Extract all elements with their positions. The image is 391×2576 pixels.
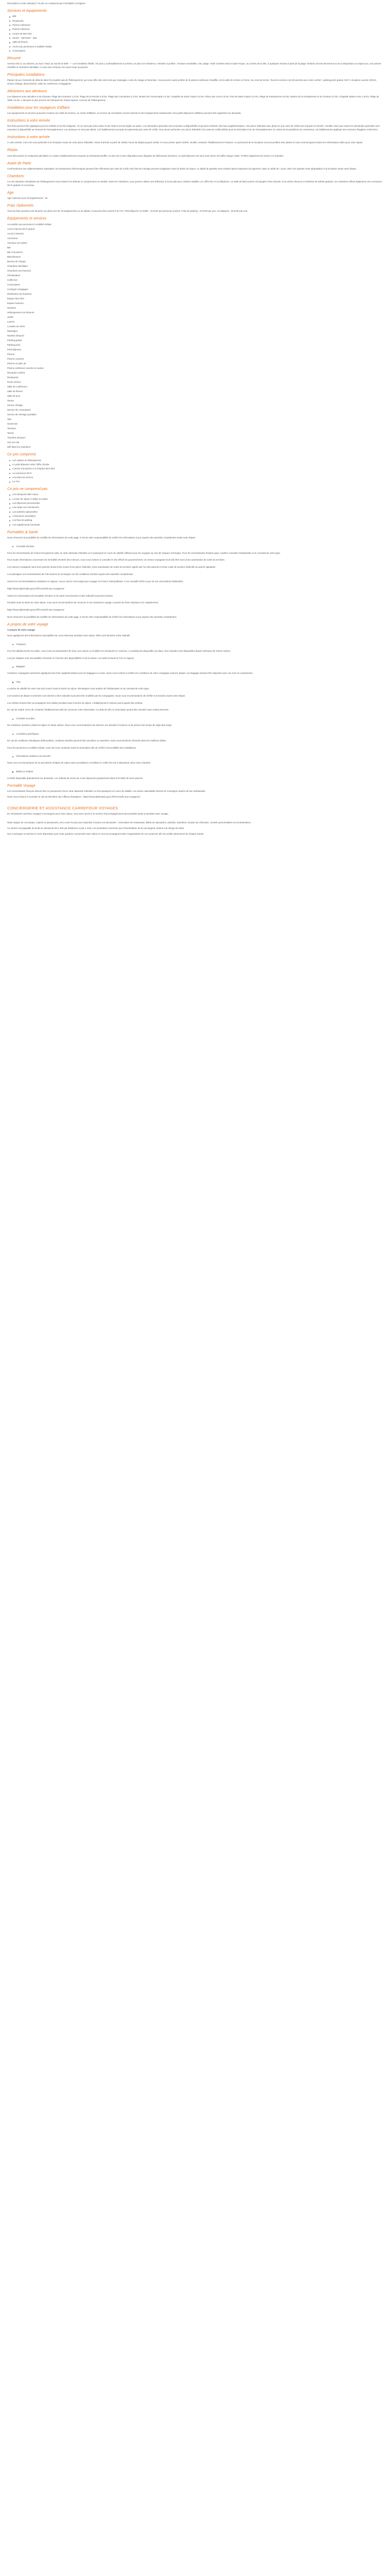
rooms-heading: Chambres	[7, 174, 24, 178]
equipment-item: Distributeur de boissons	[7, 292, 32, 295]
equipment-item: Blanchisserie	[7, 255, 21, 258]
arrival-instructions-heading: Instructions à votre Arrivée	[7, 119, 50, 123]
concierge-text-2: Notre équipe de concierges, experts et passionnés, est à votre écoute pour répondre à toutes vos demandes : réservation de restaurants, billets de spectacles, activités, transferts, location de véhicules, conseils personnalisés sur la destination...	[7, 821, 252, 824]
about-trip-text-3: Les horaires de départ et d'arrivée sont donnés à titre indicatif et peuvent être modifiés par les compagnies. Nous vous recommandons de vérifier vos horaires avant votre départ.	[7, 694, 186, 697]
bullet-dot	[12, 682, 13, 683]
formalities-intro: Nous réservons la possibilité de modifier les informations de cette page. Il est de votre responsabilité de vérifier les informations à jour auprès des autorités compétentes avant votre départ.	[7, 536, 196, 539]
before-leaving-heading: Avant de Partir	[7, 161, 31, 165]
formalities-text-1: Pour les ressortissants de l'Union Européenne (UE), la carte nationale d'identité ou le passeport en cours de validité suffisent pour les voyages au sein de l'espace Schengen. Pour les ressortissants d'autres pays, veuillez consulter l'ambassade ou le consulat de votre pays.	[7, 551, 281, 554]
travel-formality-heading: Formalité Voyage	[7, 784, 36, 788]
bullet-dot	[12, 756, 13, 757]
equipment-item: Salle de conférence	[7, 385, 27, 388]
formalities-text-7: Toutes les informations de formalités d'entrée et de santé sont données à titre indicatif et peuvent évoluer.	[7, 594, 113, 597]
about-trip-text-5: En cas de retard, merci de contacter l'établissement afin de conserver votre réservation. Au-delà de 24h, la réservation pourra être annulée sans remboursement.	[7, 708, 169, 711]
service-item: Accès aux personnes à mobilité réduite	[12, 45, 384, 49]
conditions-text: En cas de conditions climatiques défavorables, certaines activités peuvent être annulées ou reportées. Nous vous tiendrons informés dans les meilleurs délais.	[7, 739, 167, 742]
service-item: Piscine intérieure	[12, 28, 384, 31]
equipment-item: Vue sur mer	[7, 441, 20, 444]
formalities-link-2[interactable]: https://www.diplomatie.gouv.fr/fr/conseils-aux-voyageurs/	[7, 608, 64, 612]
included-item: Le petit-déjeuner selon l'offre choisie	[12, 463, 384, 467]
bullet-dot	[12, 667, 13, 668]
equipment-item: Hébergement non-fumeurs	[7, 311, 35, 314]
service-item: Centre de bien-être	[12, 32, 384, 36]
rooms-text: Les 29 chambres climatisées de l'hébergement vous invitent à la détente et comprennent un minibar. Dans les chambres, vous pourrez utiliser une télévision à écran plat avec chaînes satellite, un coffre-fort et un téléphone. La salle de bains privée est équipée d'une douche, d'un sèche-cheveux et d'articles de toilette gratuits. Les chambres offrent également une connexion Wi-Fi gratuite et un bureau.	[7, 180, 382, 187]
excluded-item: Les suppléments éventuels	[12, 523, 384, 527]
excluded-item: Les dépenses personnelles	[12, 502, 384, 505]
page	[0, 0, 391, 836]
excluded-item: La taxe de séjour à régler sur place	[12, 498, 384, 501]
formalities-text-5: Suivez les recommandations sanitaires en vigueur. Aucun vaccin n'est exigé pour voyager en France métropolitaine. Il est conseillé d'être à jour de ses vaccinations habituelles.	[7, 580, 184, 583]
equipment-item: Sauna	[7, 399, 14, 402]
about-trip-heading: A propos de votre voyage	[7, 622, 48, 626]
equipment-item: Parking privé	[7, 344, 21, 347]
excluded-item: L'assurance annulation	[12, 515, 384, 518]
conditions-text-2: Pour les personnes à mobilité réduite, merci de nous contacter avant la réservation afin de vérifier l'accessibilité des installations.	[7, 746, 137, 749]
equipment-item: Coffre-fort	[7, 278, 18, 281]
included-item: Les nuitées en hébergement	[12, 459, 384, 463]
equipment-heading: Equipements et services	[7, 217, 47, 221]
optional-fees-heading: Frais Optionnels	[7, 204, 34, 208]
travel-formality-text-2: Nous vous invitons à consulter le site du Ministère des Affaires étrangères : https://www.diplomatie.gouv.fr/fr/conseils-aux-voyageurs/	[7, 795, 140, 798]
included-item: La TVA	[12, 480, 384, 484]
attractions-text: Les distances sont calculées à vol d'oiseau. Plage des Graniers 1,2 km, Plage de la Ponche 0,6 km, Plage des Canoubiers 2,3 km, Musée de l'Annonciade 0,4 km, Citadelle de Saint-Tropez 0,5 km, Place des Lices 0,3 km, Port de Saint-Tropez 0,4 km, Plage de Pampelonne 5,5 km, Musée de la Gendarmerie et du Cinéma 0,2 km, Chapelle Sainte-Anne 1,8 km, Plage de Tahiti 4,8 km. L'aéroport le plus proche est l'aéroport de Toulon-Hyères, à 54 km de l'hébergement.	[7, 95, 379, 101]
bullet-dot	[12, 546, 13, 547]
service-item: Salle de fitness	[12, 41, 384, 44]
services-list	[7, 15, 384, 53]
driving-label: Conduite sur place	[16, 717, 35, 720]
equipment-item: Accès à Internet	[7, 232, 24, 235]
equipment-item: Piscine en plein air	[7, 362, 26, 365]
formalities-text-10: Nous réservons la possibilité de modifier les informations de cette page. Il est de votre responsabilité de vérifier les informations à jour auprès des autorités compétentes.	[7, 616, 177, 619]
about-trip-subheading: A propos de votre voyage	[7, 629, 35, 632]
transport-bullet	[12, 643, 384, 647]
equipment-item: Bureau de change	[7, 260, 26, 263]
equipment-item: Service de conciergerie	[7, 409, 31, 412]
price-excludes-heading: Ce prix ne comprend pas	[7, 487, 48, 492]
equipment-item: Wifi dans les chambres	[7, 446, 31, 449]
visa-text: La durée de validité de votre visa doit couvrir toute la durée du séjour. Renseignez-vous auprès de l'ambassade ou du consulat de votre pays.	[7, 687, 150, 690]
service-item: Restaurant	[12, 20, 384, 23]
equipment-item: Laverie	[7, 320, 15, 323]
bullet-dot	[12, 644, 13, 645]
equipment-item: Bar à la piscine	[7, 250, 23, 253]
formalities-heading: Formalités & Santé	[7, 530, 38, 534]
equipment-item: Accessible aux personnes à mobilité réduite	[7, 223, 52, 226]
included-item: La connexion Wi-Fi	[12, 472, 384, 476]
driving-text: De nombreux touristes visitent la région en haute saison. Nous vous recommandons de réserver vos activités à l'avance et de prévoir des temps de trajet plus longs.	[7, 724, 172, 727]
equipment-item: Transfert aéroport	[7, 436, 25, 439]
before-leaving-text: Conformément aux réglementations nationales, les transactions électroniques peuvent être effectuées par carte de crédit. Des frais de ménage peuvent s'appliquer selon la durée du séjour. Le dépôt de garantie sera restitué après inspection du logement, dans un délai de 7 jours. Merci de signaler toute dégradation à la réception avant votre départ.	[7, 167, 357, 170]
equipment-item: Restaurant	[7, 376, 19, 379]
age-text: Age minimum pour l'enregistrement : 18	[7, 197, 47, 200]
principales-heading: Principales installations	[7, 73, 45, 77]
equipment-item: Réception 24h/24	[7, 371, 25, 375]
equipment-item: Espace bien-être	[7, 297, 25, 300]
meals-text: Vous découvrirez le restaurant spécialisé en cuisine méditerranéenne proposé au Restaurant Buffet. Un bar est à votre disposition pour déguster de délicieuses boissons. Le petit-déjeuner est servi sous forme de buffet chaque matin. Profitez également du service en chambre.	[7, 154, 284, 157]
equipment-item: Terrasse	[7, 427, 16, 430]
luggage-bullet	[12, 665, 384, 669]
resume-text: Amenez-les ici, au clément, au Sud / Nord, au sud de la belle — Les formalités d'hôtel. On peut y confortablement le présent, en plus à le résidence, n'hésitez à profiter : terrasse ensoleillée, mer, plage. Hôtel 3 étoiles situé à Saint-Tropez, au Centre de la ville, à quelques minutes à pied de la plage. Enfants sont les bienvenus et ont à disposition un espace jeu, une piscine chauffée et chambres familiales. Le bar avec terrasse est ouvert toute la journée.	[7, 62, 381, 69]
equipment-item: Service de ménage quotidien	[7, 413, 37, 416]
about-trip-text-1: Nous appliquons des informations susceptibles de vous intéresser pendant votre séjour. Elles sont données à titre indicatif.	[7, 634, 131, 637]
business-heading: Installation pour les voyageurs d'affaire	[7, 106, 70, 110]
equipment-item: Piscine extérieure ouverte en saison	[7, 367, 44, 370]
babies-bullet	[12, 770, 384, 774]
formalities-text-8: Pendant toute la durée de votre séjour, nous vous recommandons de souscrire à une assurance voyage couvrant les frais médicaux et le rapatriement.	[7, 601, 159, 604]
equipment-list	[7, 223, 384, 450]
equipment-item: Petit-déjeuner	[7, 348, 22, 351]
special-instructions-heading: Instructions à votre arrivée	[7, 135, 50, 140]
concierge-text-3: Ce service est joignable du lundi au samedi de 9h à 20h par téléphone et par e-mail. Les prestations réservées par l'intermédiaire de la conciergerie restent à la charge du client.	[7, 827, 185, 829]
equipment-item: Bar	[7, 246, 11, 249]
equipment-item: Salle de jeux	[7, 395, 21, 398]
service-item: Piscine extérieure	[12, 24, 384, 27]
equipment-item: Salle de fitness	[7, 390, 23, 393]
luggage-text: Certaines compagnies aériennes appliquent des frais supplémentaires pour les bagages en soute. Nous vous invitons à vérifier les conditions de votre compagnie avant le départ. Les bagages doivent être étiquetés avec vos nom et coordonnées.	[7, 672, 253, 675]
arrival-instructions-text: Des frais peuvent être appliqués pour les enfants et les lits d'appoint ; ils ne sont pas inclus dans le prix total et seront réglés sur place. Les demandes spéciales sont soumises à disponibilité et peuvent entraîner des frais supplémentaires. Une pièce d'identité avec photo et une carte de crédit sont requises à l'arrivée. Veuillez noter que toutes les demandes spéciales sont soumises à disponibilité au moment de l'enregistrement. Les animaux ne sont pas admis. Cet établissement accepte les paiements par carte de crédit. Vous devez présenter une pièce d'identité et la carte de crédit utilisée pour la réservation lors de l'enregistrement. En raison de la pandémie de coronavirus, cet établissement applique des mesures d'hygiène renforcées.	[7, 125, 380, 131]
babies-text: Lit bébé disponible gratuitement sur demande. Les enfants de moins de 2 ans séjournent gratuitement dans le lit bébé de leurs parents.	[7, 776, 143, 779]
intro-text: Description à cette rubrique] / Ce prix ne comprend pas Formalités Consignes	[7, 2, 86, 5]
equipment-item: Piscine	[7, 353, 15, 356]
equipment-item: Accès Internet Wi-Fi gratuit	[7, 227, 35, 230]
price-includes-list	[7, 459, 384, 484]
equipment-item: Tennis	[7, 432, 14, 435]
service-item: Conciergerie	[12, 49, 384, 53]
age-heading: Age	[7, 191, 14, 195]
excluded-item: Les activités optionnelles	[12, 511, 384, 514]
business-text: Les équipements et services proposés incluent une salle de réunion, un centre d'affaires, un service de secrétariat, l'accès Internet et des équipements audiovisuels. Des petits-déjeuners d'affaires peuvent être organisés sur demande.	[7, 112, 242, 115]
included-item: L'accès à la piscine et à l'espace bien-être	[12, 467, 384, 471]
equipment-item: Ascenseur	[7, 236, 18, 240]
bullet-dot	[12, 734, 13, 735]
optional-fees-text: Tous les frais suivants sont facturés sur place lors de l'enregistrement ou du départ, et peuvent être soumis à la TVA. Petit-déjeuner en buffet : 15 EUR par personne environ. Frais de parking : 10 EUR par jour. Lit d'appoint : 25 EUR par nuit.	[7, 210, 248, 213]
excluded-item: Les frais de parking	[12, 519, 384, 522]
babies-label: Bébés et enfants	[16, 770, 34, 773]
conditions-bullet	[12, 733, 384, 736]
equipment-item: Espace fumeurs	[7, 301, 24, 304]
equipment-item: Climatisation	[7, 274, 21, 277]
concierge-text-4: Nos concierges se tiennent à votre disposition pour toute question concernant votre séjour et vous accompagnent dans l'organisation de vos vacances afin de profiter pleinement de chaque instant.	[7, 832, 204, 835]
bullet-dot	[12, 719, 13, 720]
luggage-label: Bagages	[16, 665, 25, 668]
included-item: Les taxes de service	[12, 476, 384, 480]
bullet-dot	[12, 771, 13, 772]
principales-text: Passez de pur moments de détente dans l'incroyable spa de l'hébergement, qui vous offre des soins tels que massages, soins du visage et hammam. Vous pourrez aussi profiter de la piscine extérieure chauffée, de la salle de remise en forme, du court de tennis. Tous les services ont été pensés pour votre confort : parking privé gratuit, Wi-Fi, réception ouverte 24h/24, service d'étage, blanchisserie, salle de conférence et bagagerie.	[7, 79, 377, 85]
formalities-text-4: Les passagers non-ressortissants de l'UE doivent se renseigner sur les conditions d'entrée auprès des autorités compétentes.	[7, 573, 134, 576]
safety-text: Nous vous recommandons de ne pas laisser d'objets de valeur sans surveillance et d'utiliser le coffre-fort mis à disposition dans votre chambre.	[7, 761, 151, 765]
equipment-item: Massages	[7, 329, 18, 332]
concierge-text-1: En choisissant Carrefour Voyages Conciergerie pour votre séjour, vous avez accès à un service d'accompagnement personnalisé avant et pendant votre voyage.	[7, 812, 169, 816]
safety-label: Informations relatives à la sécurité	[16, 755, 51, 758]
equipment-item: Chambres familiales	[7, 264, 28, 267]
equipment-item: Snack-bar	[7, 422, 18, 426]
service-item: Wifi	[12, 15, 384, 19]
equipment-item: Service d'étage	[7, 404, 23, 407]
excluded-item: Les repas non mentionnés	[12, 506, 384, 510]
equipment-item: Jardin	[7, 315, 13, 318]
transport-label: Transport	[16, 642, 26, 646]
equipment-item: Conciergerie	[7, 283, 20, 286]
meals-heading: Repas	[7, 148, 18, 152]
attractions-heading: Attractions aux alentours	[7, 89, 47, 93]
formalities-text-3: Les mineurs voyageant sans leurs parents doivent être munis d'une pièce d'identité, d'une autorisation de sortie du territoire signée par l'un des parents et d'une copie de la pièce d'identité du parent signataire.	[7, 566, 216, 569]
equipment-item: Room service	[7, 381, 21, 384]
service-item: Sauna - Hammam - Spa	[12, 37, 384, 40]
driving-bullet	[12, 717, 384, 721]
entry-formality-bullet	[12, 545, 384, 549]
equipment-item: Piscine couverte	[7, 358, 24, 361]
formalities-link-1[interactable]: https://www.diplomatie.gouv.fr/fr/conseils-aux-voyageurs/	[7, 587, 64, 590]
visa-label: Visa	[16, 681, 21, 684]
equipment-item: Animaux non admis	[7, 241, 27, 244]
about-trip-text-2: Les prix indiqués sont susceptibles d'évoluer en fonction des disponibilités et de la saison. Les tarifs incluent la TVA en vigueur.	[7, 656, 135, 659]
equipment-item: Consigne à bagages	[7, 287, 28, 291]
excluded-item: Les transports aller-retour	[12, 493, 384, 497]
about-trip-text-4: Les enfants doivent être accompagnés d'un adulte pendant toute la durée du séjour. L'établissement n'assure pas la garde des enfants.	[7, 701, 143, 704]
equipment-item: Location de vélos	[7, 325, 25, 328]
conditions-label: Conditions spécifiques	[16, 732, 39, 735]
safety-bullet	[12, 755, 384, 758]
transport-text: Pour les déplacements sur place, nous vous recommandons de louer une voiture ou d'utiliser les transports en commun. Le parking est disponible sur place. Des navettes sont disponibles depuis l'aéroport de Toulon-Hyères.	[7, 649, 231, 652]
entry-formality-label: Formalité d'entrée	[16, 545, 35, 548]
travel-formality-text: Les ressortissants français doivent être en possession d'une carte nationale d'identité ou d'un passeport en cours de validité. Les autres nationalités doivent se renseigner auprès de leur ambassade.	[7, 790, 206, 793]
formalities-text-2: Pour toutes informations concernant les formalités d'entrée des mineurs, nous vous invitons à consulter le site officiel du gouvernement. Un mineur voyageant seul doit être muni d'une autorisation de sortie du territoire.	[7, 558, 225, 562]
special-instructions-text: À votre arrivée, merci de vous présenter à la réception munis de votre pièce d'identité. Heure d'arrivée à partir de 15h00, heure de départ jusqu'à 11h00. Si vous arrivez après 21h00, veuillez contacter l'établissement à l'avance. Le personnel de la réception vous accueillera avec plaisir et vous communiquera toutes les informations utiles pour votre séjour.	[7, 141, 363, 144]
services-heading: Services et équipements	[7, 9, 47, 13]
concierge-heading: CONCIERGERIE ET ASSISTANCE CARREFOUR VOYAGES	[7, 805, 118, 810]
equipment-item: Garderie	[7, 306, 17, 309]
equipment-item: Spa	[7, 418, 11, 421]
price-includes-heading: Ce prix comprend	[7, 453, 36, 457]
equipment-item: Navette aéroport	[7, 334, 24, 337]
equipment-item: Chambres non-fumeurs	[7, 269, 31, 272]
equipment-item: Parking gratuit	[7, 339, 22, 342]
resume-heading: Résumé	[7, 56, 21, 60]
price-excludes-list	[7, 493, 384, 527]
visa-bullet	[12, 681, 384, 684]
